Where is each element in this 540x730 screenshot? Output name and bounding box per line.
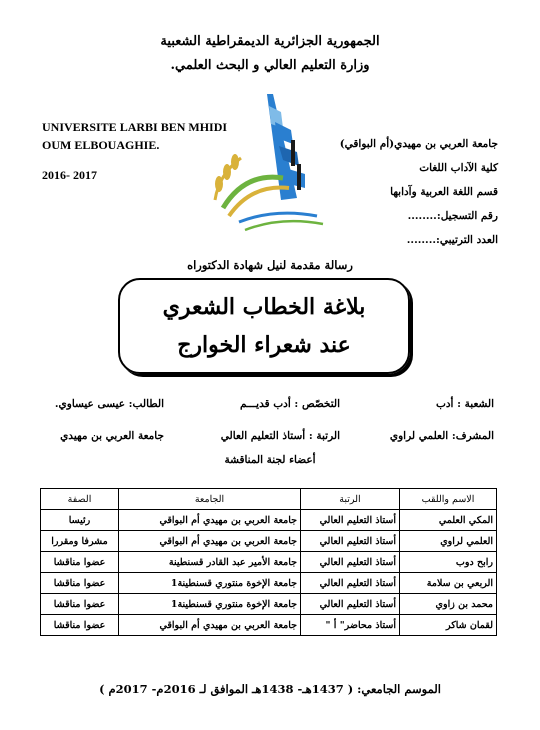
committee-header-row (41, 489, 497, 510)
university-ar-name: جامعة العربي بن مهيدي(أم البواقي) (339, 138, 498, 150)
member-name: محمد بن زاوي (400, 594, 497, 615)
table-row (41, 594, 497, 615)
supervisor-field: المشرف: العلمي لراوي (389, 430, 494, 442)
faculty-name: كلية الآداب اللغات (419, 162, 498, 174)
thesis-type: رسالة مقدمة لنيل شهادة الدكتوراه (187, 258, 353, 272)
header-role: الصفة (41, 489, 119, 510)
table-row (41, 615, 497, 636)
supervisor-university-field: جامعة العربي بن مهيدي (60, 430, 164, 442)
member-rank: أستاذ التعليم العالي (301, 531, 400, 552)
republic-heading: الجمهورية الجزائرية الديمقراطية الشعبية (160, 34, 380, 49)
member-rank: أستاذ التعليم العالي (301, 594, 400, 615)
member-university: جامعة العربي بن مهيدي أم البواقي (119, 510, 301, 531)
committee-label: أعضاء لجنة المناقشة (224, 454, 316, 466)
member-university: جامعة العربي بن مهيدي أم البواقي (119, 531, 301, 552)
table-row (41, 510, 497, 531)
ministry-heading: وزارة التعليم العالي و البحث العلمي. (170, 58, 370, 73)
member-role: عضوا مناقشا (41, 573, 119, 594)
thesis-title-box (118, 278, 410, 374)
member-rank: أستاذ التعليم العالي (301, 552, 400, 573)
member-university: جامعة الإخوة منتوري قسنطينة1 (119, 573, 301, 594)
table-row (41, 552, 497, 573)
member-role: عضوا مناقشا (41, 552, 119, 573)
header-name: الاسم واللقب (400, 489, 497, 510)
member-rank: أستاذ التعليم العالي (301, 573, 400, 594)
header-rank: الرتبة (301, 489, 400, 510)
member-role: مشرفا ومقررا (41, 531, 119, 552)
member-university: جامعة العربي بن مهيدي أم البواقي (119, 615, 301, 636)
branch-field: الشعبة : أدب (435, 398, 494, 410)
member-role: عضوا مناقشا (41, 615, 119, 636)
university-fr-line2: OUM ELBOUAGHIE. (42, 138, 160, 152)
member-name: العلمي لراوي (400, 531, 497, 552)
member-name: المكي العلمي (400, 510, 497, 531)
member-name: رابح دوب (400, 552, 497, 573)
committee-table (40, 488, 497, 636)
member-role: عضوا مناقشا (41, 594, 119, 615)
table-row (41, 573, 497, 594)
university-logo-icon (205, 88, 335, 238)
academic-year: 2016- 2017 (42, 168, 97, 182)
member-rank: أستاذ التعليم العالي (301, 510, 400, 531)
thesis-title-line1: بلاغة الخطاب الشعري (162, 294, 366, 320)
university-fr-line1: UNIVERSITE LARBI BEN MHIDI (42, 120, 228, 134)
header-university: الجامعة (119, 489, 301, 510)
thesis-title-line2: عند شعراء الخوارج (177, 332, 351, 358)
table-row (41, 531, 497, 552)
member-university: جامعة الإخوة منتوري قسنطينة1 (119, 594, 301, 615)
university-logo (205, 88, 335, 238)
rank-field: الرتبة : أستاذ التعليم العالي (220, 430, 340, 442)
member-role: رئيسا (41, 510, 119, 531)
registration-number: رقم التسجيل:........ (407, 210, 498, 222)
student-field: الطالب: عيسى عيساوي. (54, 398, 164, 410)
member-name: لقمان شاكر (400, 615, 497, 636)
academic-season: الموسم الجامعي: ( 1437هـ- 1438هـ الموافق لـ 2016م- 2017م ) (99, 682, 441, 696)
order-number: العدد الترتيبي:........ (406, 234, 498, 246)
member-university: جامعة الأمير عبد القادر قسنطينة (119, 552, 301, 573)
member-name: الربعي بن سلامة (400, 573, 497, 594)
specialty-field: التخصّص : أدب قديـــم (239, 398, 340, 410)
department-name: قسم اللغة العربية وآدابها (390, 186, 498, 198)
member-rank: أستاذ محاضر" أ " (301, 615, 400, 636)
